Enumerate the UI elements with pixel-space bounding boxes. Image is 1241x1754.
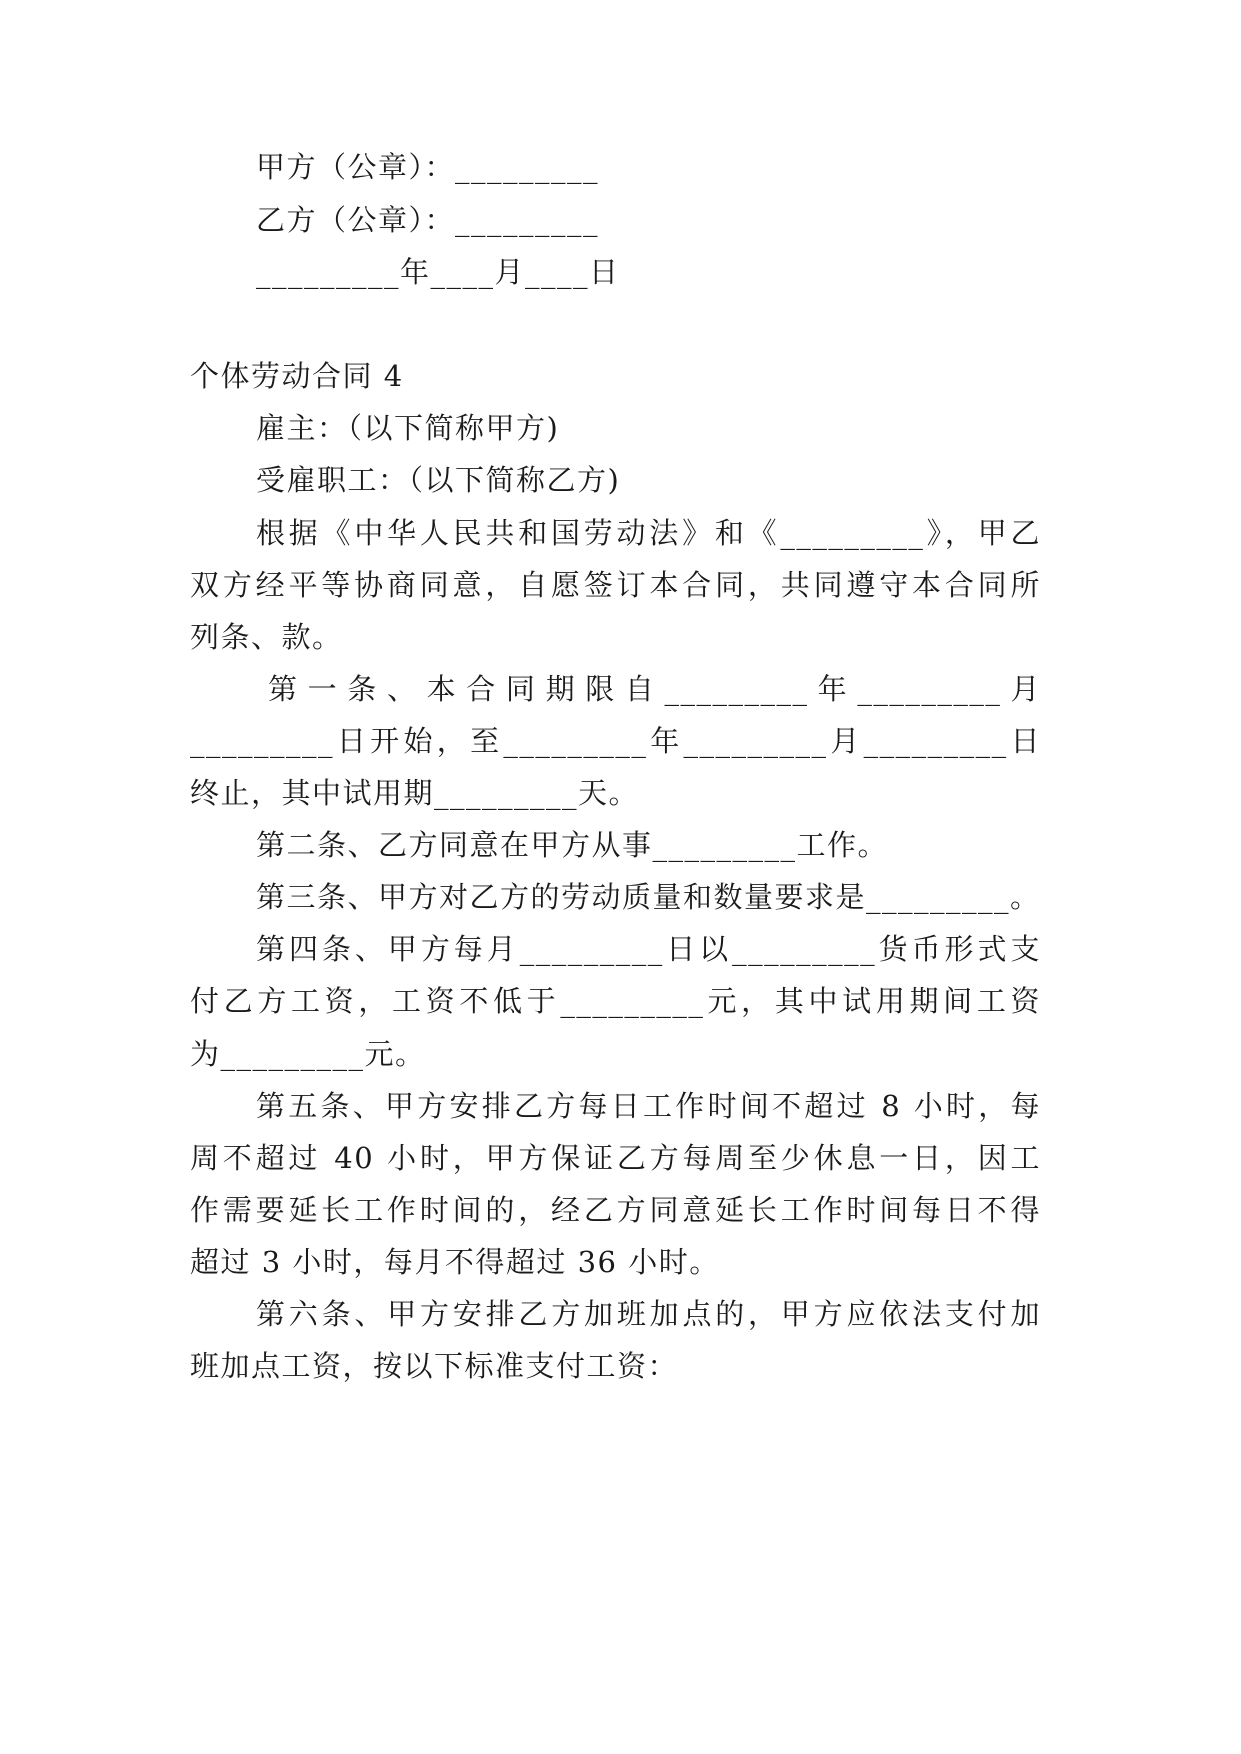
employer-line: 雇主：（以下简称甲方) [256,411,560,445]
article-6-line: 第六条、甲方安排乙方加班加点的，甲方应依法支付加 [256,1297,1041,1331]
intro-line: 根据《中华人民共和国劳动法》和《_________》，甲乙 [256,516,1041,550]
employee-line: 受雇职工：（以下简称乙方) [256,463,621,497]
contract-title: 个体劳动合同 4 [190,359,404,393]
article-1-line: _________日开始，至_________年_________月_________日 [190,724,1041,758]
intro-line: 列条、款。 [190,620,343,654]
article-6-line: 班加点工资，按以下标准支付工资： [190,1349,679,1383]
article-3: 第三条、甲方对乙方的劳动质量和数量要求是_________。 [256,880,1041,914]
signature-party-b: 乙方（公章）：_________ [256,203,600,237]
article-5-line: 周不超过 40 小时，甲方保证乙方每周至少休息一日，因工 [190,1141,1041,1175]
article-1-line: 终止，其中试用期_________天。 [190,776,640,810]
article-4-line: 第四条、甲方每月_________日以_________货币形式支 [256,932,1041,966]
article-5-line: 第五条、甲方安排乙方每日工作时间不超过 8 小时，每 [256,1089,1041,1123]
article-5-line: 超过 3 小时，每月不得超过 36 小时。 [190,1245,720,1279]
signature-party-a: 甲方（公章）：_________ [256,150,600,184]
intro-line: 双方经平等协商同意，自愿签订本合同，共同遵守本合同所 [190,568,1041,602]
article-5-line: 作需要延长工作时间的，经乙方同意延长工作时间每日不得 [190,1193,1041,1227]
article-4-line: 为_________元。 [190,1037,426,1071]
article-1-line: 第一条、本合同期限自_________年_________月 [268,672,1041,706]
article-2: 第二条、乙方同意在甲方从事_________工作。 [256,828,889,862]
signature-date: _________年____月____日 [256,255,620,289]
article-4-line: 付乙方工资，工资不低于_________元，其中试用期间工资 [190,984,1041,1018]
